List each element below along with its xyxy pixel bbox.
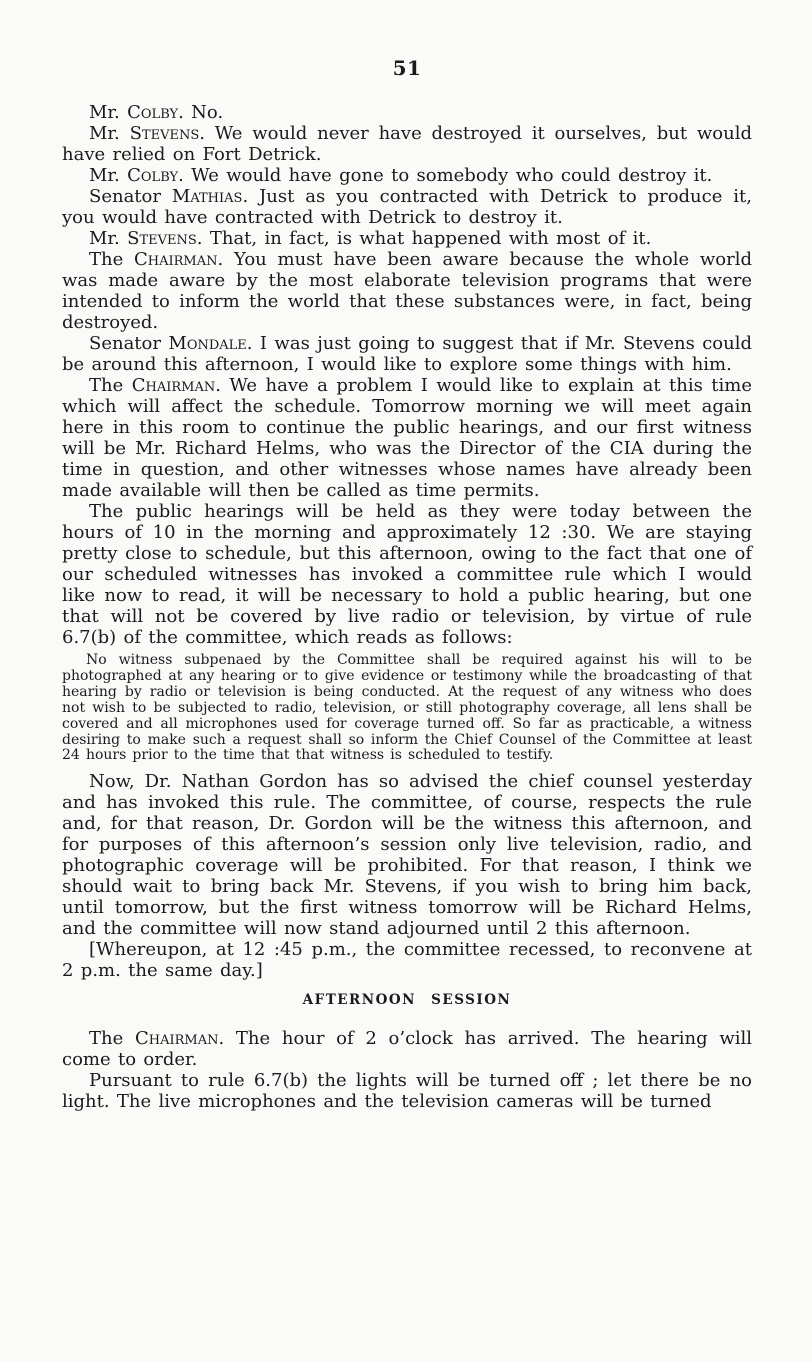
- section-heading: AFTERNOON SESSION: [302, 992, 512, 1009]
- speaker-name: Mondale: [168, 333, 247, 354]
- speaker-name: Colby: [127, 165, 179, 186]
- speaker-name: Stevens: [129, 123, 200, 144]
- transcript-paragraph: [62, 165, 752, 186]
- speaker-name: Chairman: [134, 1028, 219, 1050]
- speaker-name: Colby: [127, 102, 179, 123]
- transcript-paragraph: [62, 333, 752, 375]
- speaker-prefix: Senator: [89, 186, 172, 207]
- transcript-paragraph: [62, 375, 752, 501]
- speaker-prefix: The: [89, 1028, 135, 1050]
- speaker-prefix: Mr.: [89, 123, 130, 144]
- paragraph-text: Now, Dr. Nathan Gordon has so advised the chief counsel yesterday and has invoked this rule. The committee, of course, respects the rule and, for that reason, Dr. Gordon will be the witness this afternoon, and for purposes of this afternoon’s session only live television, radio, and photographic coverage will be prohibited. For that reason, I think we should wait to bring back Mr. Stevens, if you wish to bring him back, until tomorrow, but the first witness tomorrow will be Richard Helms, and the committee will now stand adjourned until 2 this afternoon.: [62, 771, 752, 940]
- transcript-paragraph: [62, 186, 752, 228]
- transcript-paragraph: [62, 123, 752, 165]
- paragraph-text: . The hour of 2 o’clock has arrived. The hearing will come to order.: [62, 1028, 753, 1071]
- transcript-paragraph: [62, 1028, 752, 1070]
- transcript-paragraph: [62, 102, 752, 123]
- paragraph-text: Pursuant to rule 6.7(b) the lights will be turned off ; let there be no light. The live microphones and the television cameras will be turned: [62, 1070, 752, 1113]
- transcript-paragraph: [62, 501, 752, 648]
- paragraph-text: . We would have gone to somebody who could destroy it.: [178, 165, 713, 186]
- paragraph-text: . That, in fact, is what happened with most of it.: [196, 228, 652, 249]
- paragraph-text: . Just as you contracted with Detrick to produce it, you would have contracted with Detrick to destroy it.: [62, 186, 752, 228]
- transcript-body: [62, 102, 752, 1112]
- transcript-paragraph: [62, 1070, 752, 1112]
- speaker-name: Chairman: [134, 249, 218, 270]
- paragraph-text: . We have a problem I would like to explain at this time which will affect the schedule. Tomorrow morning we will meet again here in this room to continue the public hearings, and our first witness will be Mr. Richard Helms, who was the Director of the CIA during the time in question, and other witnesses whose names have already been made available will then be called as time permits.: [62, 375, 752, 501]
- page-number: 51: [392, 56, 422, 80]
- stage-direction: [62, 939, 752, 981]
- paragraph-text: . No.: [178, 102, 224, 123]
- transcript-paragraph: [62, 249, 752, 333]
- transcript-paragraph: [62, 771, 752, 939]
- speaker-prefix: The: [89, 249, 135, 270]
- speaker-prefix: Mr.: [89, 102, 128, 123]
- speaker-prefix: Mr.: [89, 228, 128, 249]
- speaker-name: Stevens: [127, 228, 197, 249]
- paragraph-text: . I was just going to suggest that if Mr. Stevens could be around this afternoon, I would like to explore some things with him.: [62, 333, 752, 375]
- speaker-prefix: Senator: [89, 333, 169, 354]
- speaker-prefix: The: [89, 375, 132, 396]
- paragraph-text: [Whereupon, at 12 :45 p.m., the committee recessed, to reconvene at 2 p.m. the same day.]: [62, 939, 752, 982]
- speaker-name: Mathias: [171, 186, 243, 207]
- speaker-name: Chairman: [131, 375, 216, 396]
- paragraph-text: The public hearings will be held as they were today between the hours of 10 in the morning and approximately 12 :30. We are staying pretty close to schedule, but this afternoon, owing to the fact that one of our scheduled witnesses has invoked a committee rule which I would like now to read, it will be necessary to hold a public hearing, but one that will not be covered by live radio or television, by virtue of rule 6.7(b) of the committee, which reads as follows:: [62, 501, 752, 648]
- paragraph-text: . We would never have destroyed it ourselves, but would have relied on Fort Detrick.: [62, 123, 753, 165]
- transcript-paragraph: [62, 228, 752, 249]
- paragraph-text: . You must have been aware because the whole world was made aware by the most elaborate television programs that were intended to inform the world that these substances were, in fact, being destroyed.: [62, 249, 752, 333]
- speaker-prefix: Mr.: [89, 165, 128, 186]
- committee-rule-quote: No witness subpenaed by the Committee shall be required against his will to be photographed at any hearing or to give evidence or testimony while the broadcasting of that hearing by radio or television is being conducted. At the request of any witness who does not wish to be subjected to radio, television, or still photography coverage, all lens shall be covered and all microphones used for coverage turned off. So far as practicable, a witness desiring to make such a request shall so inform the Chief Counsel of the Committee at least 24 hours prior to the time that that witness is scheduled to testify.: [62, 652, 752, 764]
